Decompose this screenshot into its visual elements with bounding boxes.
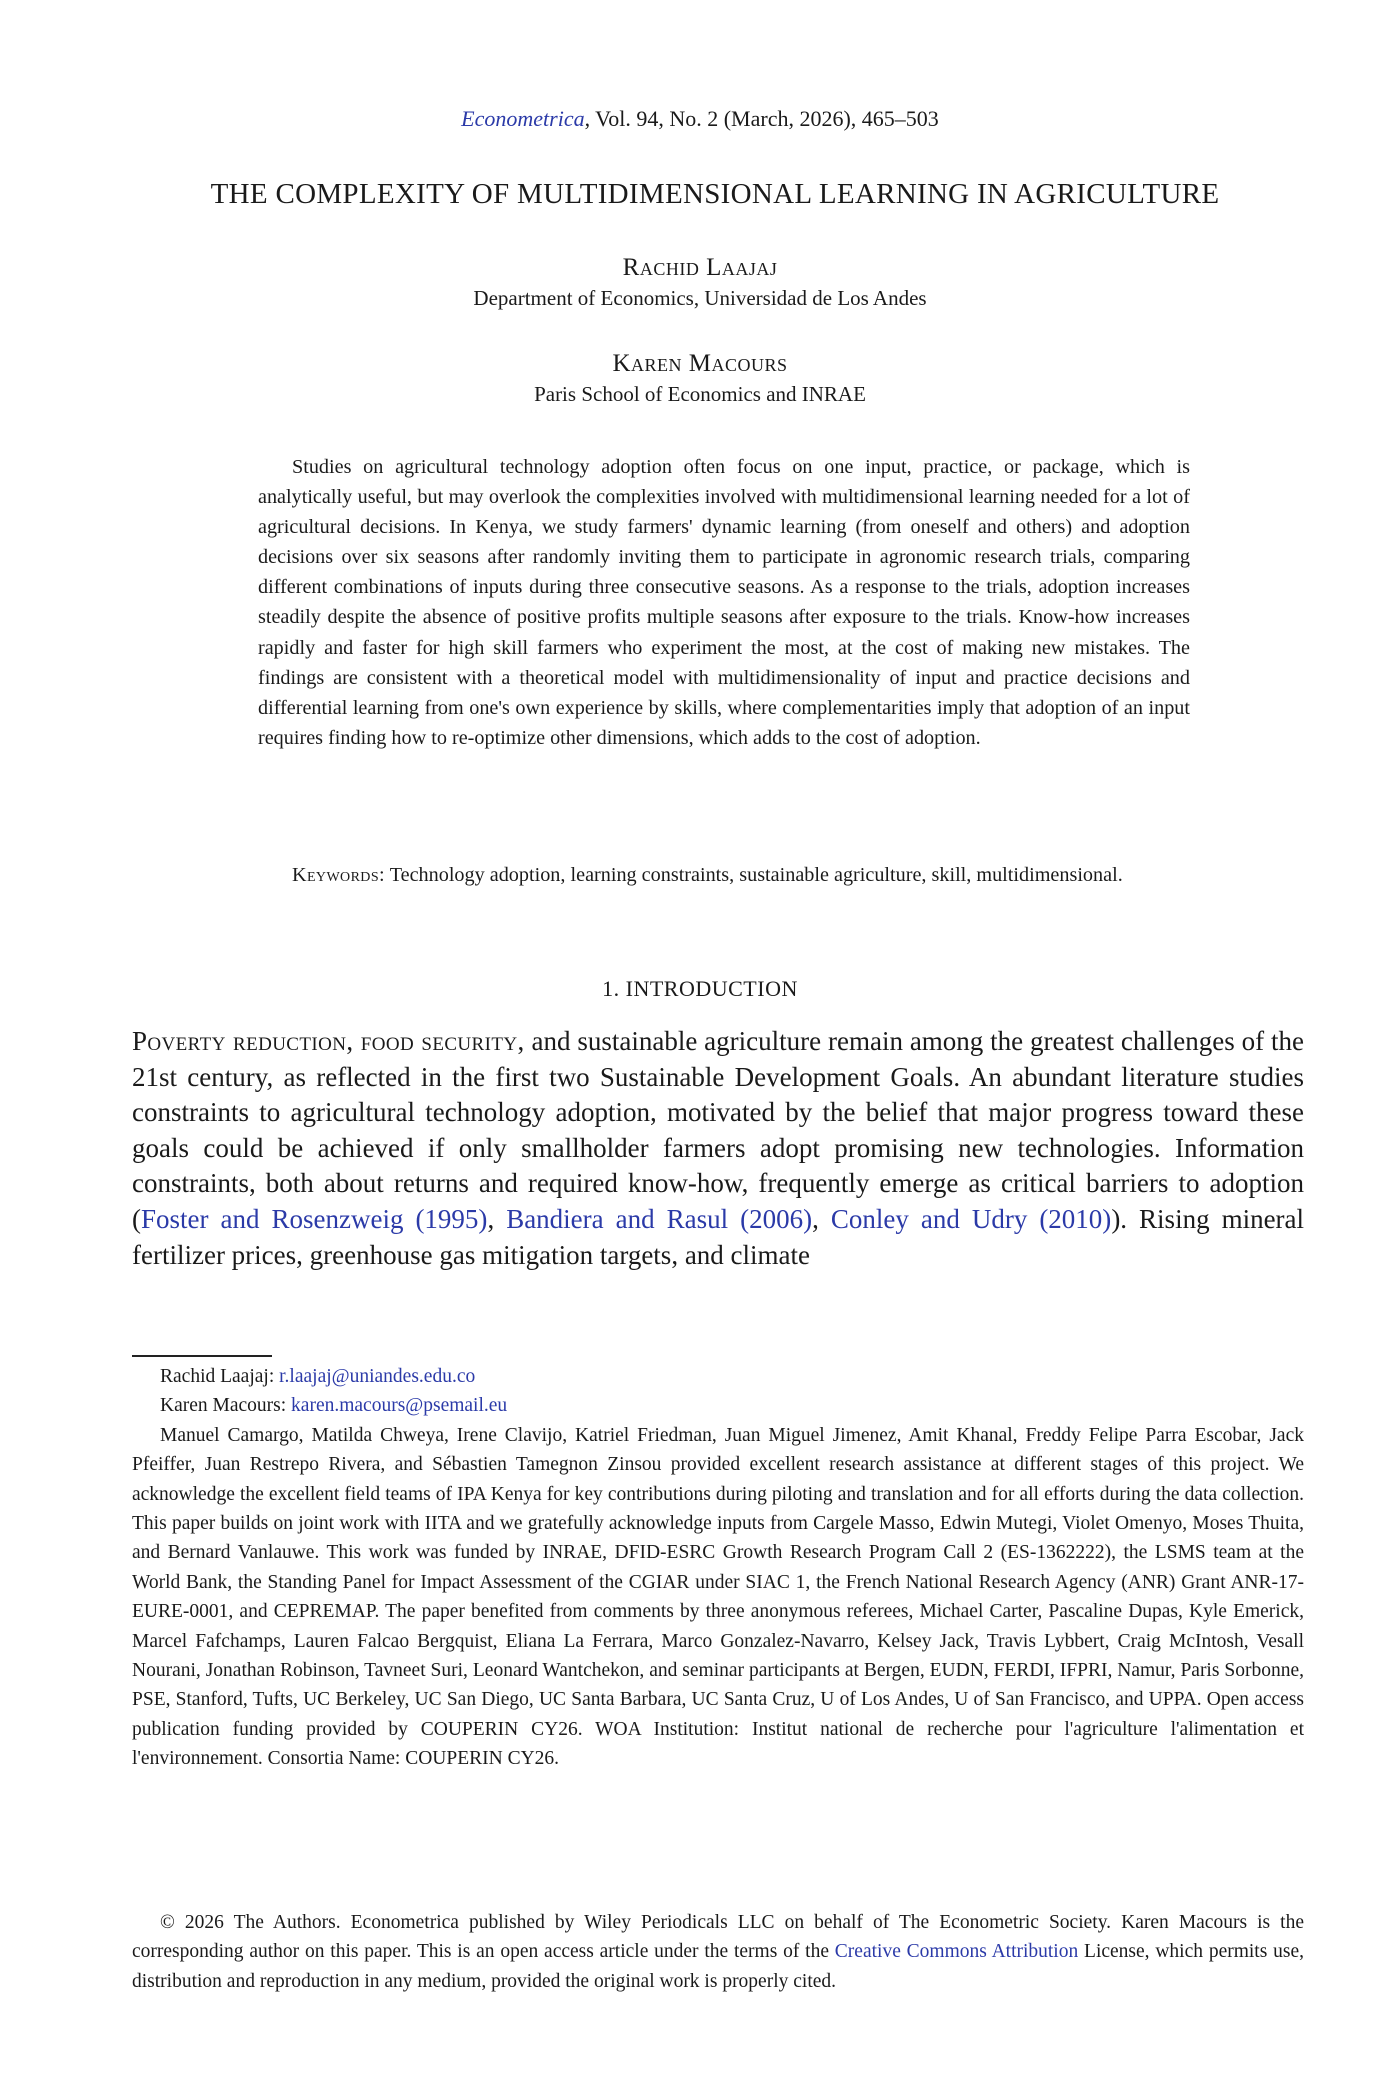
section-heading: 1. INTRODUCTION bbox=[602, 976, 798, 1001]
paragraph-lead: Poverty reduction, food security, bbox=[132, 1026, 525, 1056]
citation-separator-2: , bbox=[812, 1203, 831, 1234]
citation-link-conley[interactable]: Conley and Udry (2010) bbox=[830, 1203, 1112, 1234]
license-link[interactable]: Creative Commons Attribution bbox=[834, 1941, 1079, 1963]
paragraph-text-1: and sustainable agriculture remain among the greatest challenges of the 21st century, as reflected in the first two Sustainable Development Goals. An abundant literature studies constraints to agricultural technology adoption, motivated by the belief that major progress toward these goals could be achieved if only smallholder farmers adopt promising new technologies. Information constraints, both about returns and required know-how, frequently emerge as critical barriers to adoption ( bbox=[132, 1026, 1304, 1234]
copyright-text-1: © 2026 The Authors. Econometrica published by Wiley Periodicals LLC on behalf of The Econometric Society. Karen Macours is the corresponding author on this paper. This is an open access article under the terms of the bbox=[132, 1912, 1304, 1963]
paper-title: THE COMPLEXITY OF MULTIDIMENSIONAL LEARNING IN AGRICULTURE bbox=[210, 178, 1220, 210]
footnote-author-1 bbox=[132, 1362, 1304, 1391]
email-link-macours[interactable]: karen.macours@psemail.eu bbox=[291, 1395, 508, 1417]
author-affiliation-1: Department of Economics, Universidad de Los Andes bbox=[473, 286, 927, 310]
paragraph-text-2: ). Rising mineral fertilizer prices, greenhouse gas mitigation targets, and climate bbox=[132, 1203, 1305, 1270]
journal-citation bbox=[0, 106, 1400, 132]
introduction-paragraph bbox=[132, 1024, 1304, 1273]
copyright-text-2: License, which permits use, distribution and reproduction in any medium, provided the original work is properly cited. bbox=[132, 1941, 1304, 1992]
citation-link-bandiera[interactable]: Bandiera and Rasul (2006) bbox=[506, 1203, 813, 1234]
footnote-author-1-label: Rachid Laajaj: bbox=[160, 1366, 280, 1387]
copyright-notice bbox=[132, 1908, 1304, 1996]
citation-details: , Vol. 94, No. 2 (March, 2026), 465–503 bbox=[584, 106, 939, 131]
footnote-author-2-label: Karen Macours: bbox=[160, 1395, 292, 1417]
footnotes bbox=[132, 1362, 1304, 1774]
author-name-1: Rachid Laajaj bbox=[622, 254, 778, 281]
email-link-laajaj[interactable]: r.laajaj@uniandes.edu.co bbox=[279, 1366, 476, 1387]
author-affiliation-2: Paris School of Economics and INRAE bbox=[534, 382, 866, 406]
citation-separator-1: , bbox=[487, 1203, 507, 1234]
footnote-acknowledgements: Manuel Camargo, Matilda Chweya, Irene Clavijo, Katriel Friedman, Juan Miguel Jimenez, Amit Khanal, Freddy Felipe Parra Escobar, Jack Pfeiffer, Juan Restrepo Rivera, and Sébastien Tamegnon Zinsou provided excellent research assistance at different stages of this project. We acknowledge the excellent field teams of IPA Kenya for key contributions during piloting and translation and for all efforts during the data collection. This paper builds on joint work with IITA and we gratefully acknowledge inputs from Cargele Masso, Edwin Mutegi, Violet Omenyo, Moses Thuita, and Bernard Vanlauwe. This work was funded by INRAE, DFID-ESRC Growth Research Program Call 2 (ES-1362222), the LSMS team at the World Bank, the Standing Panel for Impact Assessment of the CGIAR under SIAC 1, the French National Research Agency (ANR) Grant ANR-17-EURE-0001, and CEPREMAP. The paper benefited from comments by three anonymous referees, Michael Carter, Pascaline Dupas, Kyle Emerick, Marcel Fafchamps, Lauren Falcao Bergquist, Eliana La Ferrara, Marco Gonzalez-Navarro, Kelsey Jack, Travis Lybbert, Craig McIntosh, Vesall Nourani, Jonathan Robinson, Tavneet Suri, Leonard Wantchekon, and seminar participants at Bergen, EUDN, FERDI, IFPRI, Namur, Paris Sorbonne, PSE, Stanford, Tufts, UC Berkeley, UC San Diego, UC Santa Barbara, UC Santa Cruz, U of Los Andes, U of San Francisco, and UPPA. Open access publication funding provided by COUPERIN CY26. WOA Institution: Institut national de recherche pour l'agriculture l'alimentation et l'environnement. Consortia Name: COUPERIN CY26. bbox=[132, 1424, 1304, 1770]
keywords bbox=[258, 860, 1190, 890]
footnote-rule bbox=[132, 1355, 272, 1357]
abstract: Studies on agricultural technology adoption often focus on one input, practice, or package, which is analytically useful, but may overlook the complexities involved with multidimensional learning needed for a lot of agricultural decisions. In Kenya, we study farmers' dynamic learning (from oneself and others) and adoption decisions over six seasons after randomly inviting them to participate in agronomic research trials, comparing different combinations of inputs during three consecutive seasons. As a response to the trials, adoption increases steadily despite the absence of positive profits multiple seasons after exposure to the trials. Know-how increases rapidly and faster for high skill farmers who experiment the most, at the cost of making new mistakes. The findings are consistent with a theoretical model with multidimensionality of input and practice decisions and differential learning from one's own experience by skills, where complementarities imply that adoption of an input requires finding how to re-optimize other dimensions, which adds to the cost of adoption. bbox=[258, 456, 1190, 749]
author-name-2: Karen Macours bbox=[612, 350, 788, 377]
footnote-author-2 bbox=[132, 1391, 1304, 1420]
journal-name-link[interactable]: Econometrica bbox=[461, 106, 585, 131]
keywords-text: Technology adoption, learning constraints, sustainable agriculture, skill, multidimensional. bbox=[385, 864, 1123, 886]
keywords-label: Keywords: bbox=[292, 864, 386, 886]
citation-link-foster[interactable]: Foster and Rosenzweig (1995) bbox=[141, 1203, 488, 1234]
